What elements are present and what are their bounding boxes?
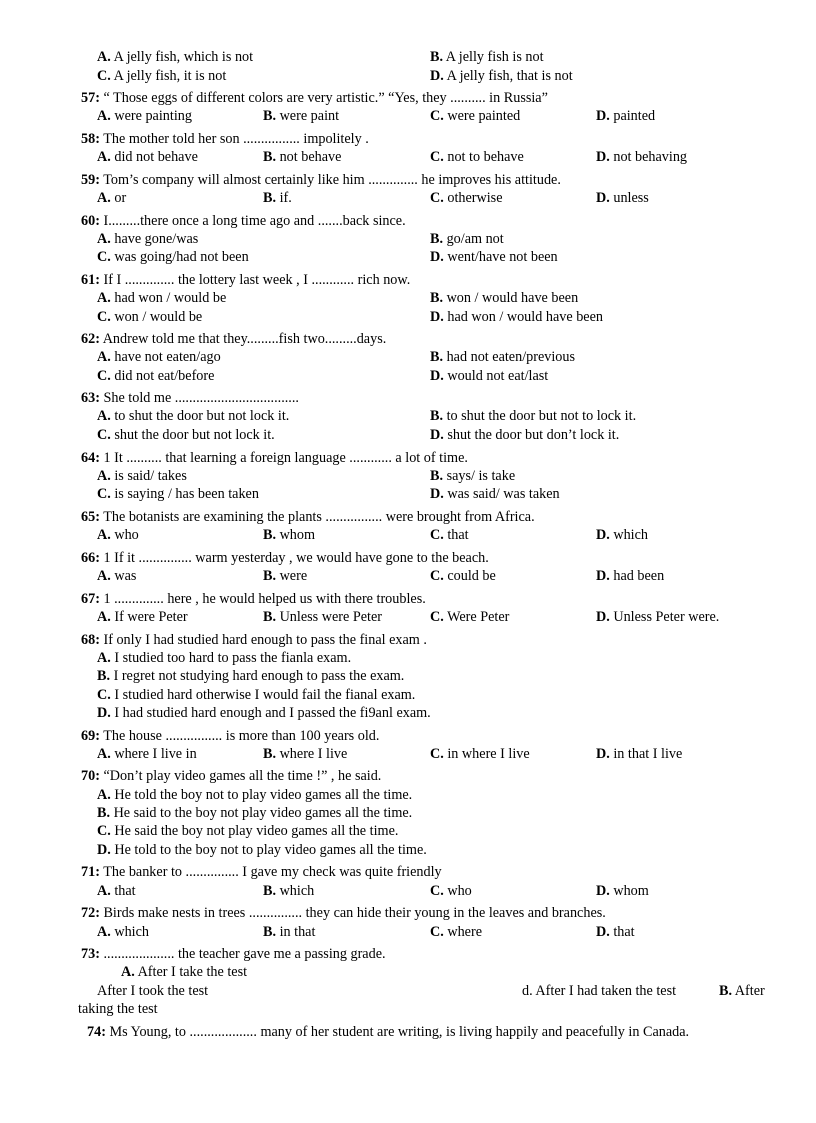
option-letter: D. [596, 108, 610, 124]
answer-option [596, 148, 687, 166]
option-letter: A. [97, 609, 111, 625]
question-number: 71: [81, 864, 100, 880]
option-letter: D. [97, 842, 111, 858]
option-letter: D. [596, 568, 610, 584]
answer-option [97, 526, 139, 544]
question-number: 69: [81, 728, 100, 744]
option-letter: B. [430, 468, 444, 484]
answer-option [97, 649, 351, 667]
answer-option [97, 48, 253, 66]
option-text: have gone/was [114, 231, 199, 247]
question-number: 57: [81, 90, 100, 106]
option-letter: C. [97, 309, 111, 325]
option-text: which [114, 924, 150, 940]
option-text: won / would have been [446, 290, 579, 306]
option-text: was said/ was taken [447, 486, 560, 502]
answer-option [263, 745, 347, 763]
option-text: says/ is take [446, 468, 516, 484]
question-number: 70: [81, 768, 100, 784]
text-line: d. After I had taken the test [522, 983, 677, 999]
option-text: is saying / has been taken [114, 486, 259, 502]
question-stem [81, 330, 386, 348]
option-letter: D. [430, 68, 444, 84]
option-text: to shut the door but not lock it. [114, 408, 290, 424]
question-text: 1 It .......... that learning a foreign language ............ a lot of time. [103, 450, 468, 466]
option-text: did not behave [114, 149, 198, 165]
answer-option [430, 107, 520, 125]
answer-option [430, 348, 575, 366]
question-text: I.........there once a long time ago and .......back since. [103, 213, 406, 229]
option-letter: C. [97, 249, 111, 265]
question-stem [81, 590, 426, 608]
option-text: not behave [279, 149, 342, 165]
option-letter: A. [97, 231, 111, 247]
question-number: 59: [81, 172, 100, 188]
answer-option [263, 526, 315, 544]
option-text: I had studied hard enough and I passed the fi9anl exam. [114, 705, 431, 721]
option-letter: A. [97, 924, 111, 940]
option-letter: A. [97, 190, 111, 206]
question-stem [81, 271, 410, 289]
option-text: If were Peter [114, 609, 188, 625]
question-text: .................... the teacher gave me a passing grade. [103, 946, 386, 962]
option-letter: C. [430, 746, 444, 762]
answer-option [596, 189, 649, 207]
option-text: painted [613, 108, 656, 124]
option-letter: C. [430, 190, 444, 206]
answer-option [97, 348, 221, 366]
text-line: After I took the test [97, 983, 209, 999]
question-stem [81, 863, 442, 881]
answer-option [97, 667, 404, 685]
answer-option [97, 608, 188, 626]
answer-option [430, 467, 515, 485]
option-letter: B. [430, 49, 444, 65]
option-text: whom [279, 527, 316, 543]
option-letter: A. [97, 468, 111, 484]
question-text: “ Those eggs of different colors are very artistic.” “Yes, they .......... in Russia” [103, 90, 548, 106]
answer-option [97, 882, 136, 900]
option-text: or [114, 190, 127, 206]
option-text: was going/had not been [114, 249, 249, 265]
option-text: shut the door but not lock it. [114, 427, 275, 443]
option-text: A jelly fish, that is not [446, 68, 573, 84]
option-letter: A. [97, 746, 111, 762]
option-letter: B. [263, 568, 277, 584]
option-letter: A. [97, 349, 111, 365]
question-text: “Don’t play video games all the time !” , he said. [103, 768, 382, 784]
option-text: unless [613, 190, 649, 206]
answer-option [430, 67, 573, 85]
question-stem [81, 945, 386, 963]
option-text: Unless Peter were. [613, 609, 720, 625]
answer-option [97, 367, 214, 385]
option-letter: C. [97, 823, 111, 839]
question-number: 63: [81, 390, 100, 406]
option-letter: D. [596, 883, 610, 899]
answer-option [97, 426, 275, 444]
answer-option [97, 289, 226, 307]
option-letter: B. [263, 883, 277, 899]
answer-option [596, 882, 649, 900]
option-letter: D. [596, 527, 610, 543]
question-stem [81, 449, 468, 467]
option-letter: C. [430, 527, 444, 543]
answer-option [97, 467, 187, 485]
option-text: which [613, 527, 649, 543]
option-letter: A. [97, 883, 111, 899]
option-letter: B. [430, 349, 444, 365]
answer-option [97, 107, 192, 125]
option-text: I studied too hard to pass the fianla exam. [114, 650, 352, 666]
option-letter: D. [430, 368, 444, 384]
option-letter: A. [121, 964, 135, 980]
question-stem [81, 904, 606, 922]
question-number: 72: [81, 905, 100, 921]
question-number: 67: [81, 591, 100, 607]
option-letter: C. [97, 427, 111, 443]
question-number: 73: [81, 946, 100, 962]
option-text: that [114, 883, 136, 899]
option-text: had won / would be [114, 290, 227, 306]
option-letter: D. [97, 705, 111, 721]
option-letter: A. [97, 49, 111, 65]
option-text: in where I live [447, 746, 530, 762]
option-text: had been [613, 568, 665, 584]
question-number: 66: [81, 550, 100, 566]
question-number: 62: [81, 331, 100, 347]
question-text: The house ................ is more than 100 years old. [103, 728, 380, 744]
option-text: have not eaten/ago [114, 349, 221, 365]
question-stem [81, 212, 406, 230]
question-text: Birds make nests in trees ............... they can hide their young in the leaves and branches. [103, 905, 606, 921]
option-text: that [613, 924, 635, 940]
option-letter: A. [97, 149, 111, 165]
option-letter: C. [430, 924, 444, 940]
answer-option [263, 107, 339, 125]
answer-option [596, 567, 664, 585]
question-number: 74: [87, 1024, 106, 1040]
answer-option [430, 426, 619, 444]
option-text: did not eat/before [114, 368, 215, 384]
answer-option [97, 407, 289, 425]
option-letter: C. [430, 609, 444, 625]
option-letter: D. [430, 249, 444, 265]
question-text: If I .............. the lottery last week , I ............ rich now. [103, 272, 411, 288]
answer-option [430, 608, 509, 626]
option-text: A jelly fish, which is not [113, 49, 254, 65]
option-letter: C. [97, 368, 111, 384]
option-letter: C. [430, 568, 444, 584]
option-letter: C. [97, 68, 111, 84]
answer-option [121, 963, 247, 981]
option-letter: B. [263, 527, 277, 543]
question-text: The botanists are examining the plants ................ were brought from Africa. [103, 509, 535, 525]
option-letter: B. [263, 609, 277, 625]
answer-option [430, 407, 636, 425]
option-text: He said the boy not play video games all the time. [114, 823, 399, 839]
answer-option [97, 841, 427, 859]
answer-option [97, 786, 412, 804]
answer-option [596, 107, 655, 125]
question-number: 61: [81, 272, 100, 288]
option-letter: A. [97, 787, 111, 803]
option-letter: A. [97, 650, 111, 666]
option-letter: D. [596, 609, 610, 625]
question-text: 1 .............. here , he would helped us with there troubles. [103, 591, 426, 607]
option-text: were painting [114, 108, 192, 124]
option-text: to shut the door but not to lock it. [446, 408, 637, 424]
option-letter: D. [596, 190, 610, 206]
option-text: Unless were Peter [279, 609, 382, 625]
option-text: were painted [447, 108, 521, 124]
option-text: whom [613, 883, 649, 899]
answer-option [596, 526, 648, 544]
option-text: who [114, 527, 139, 543]
option-letter: A. [97, 108, 111, 124]
option-text: After I take the test [137, 964, 248, 980]
option-text: After [734, 983, 765, 999]
question-number: 58: [81, 131, 100, 147]
answer-option [430, 308, 603, 326]
option-letter: D. [596, 149, 610, 165]
option-text: won / would be [114, 309, 203, 325]
option-text: I studied hard otherwise I would fail the fianal exam. [114, 687, 416, 703]
option-letter: D. [596, 746, 610, 762]
question-stem [81, 508, 535, 526]
option-letter: A. [97, 568, 111, 584]
option-letter: C. [430, 108, 444, 124]
option-text: He told to the boy not to play video games all the time. [114, 842, 427, 858]
answer-option [97, 248, 249, 266]
option-letter: B. [263, 924, 277, 940]
option-letter: C. [97, 687, 111, 703]
question-stem [81, 767, 381, 785]
answer-option [596, 923, 635, 941]
option-text: He said to the boy not play video games all the time. [113, 805, 413, 821]
option-letter: B. [263, 190, 277, 206]
answer-option [97, 923, 149, 941]
answer-option [97, 189, 126, 207]
option-letter: A. [97, 408, 111, 424]
answer-option [97, 67, 226, 85]
question-text: She told me ................................... [103, 390, 299, 406]
option-text: went/have not been [447, 249, 558, 265]
question-text: Tom’s company will almost certainly like him .............. he improves his attitude. [103, 172, 561, 188]
question-number: 60: [81, 213, 100, 229]
option-text: I regret not studying hard enough to pass the exam. [113, 668, 405, 684]
option-letter: D. [430, 427, 444, 443]
question-stem [81, 727, 379, 745]
question-number: 64: [81, 450, 100, 466]
answer-option [97, 745, 197, 763]
option-letter: B. [430, 231, 444, 247]
option-letter: A. [97, 527, 111, 543]
question-text: Andrew told me that they.........fish two.........days. [102, 331, 387, 347]
option-letter: B. [97, 805, 111, 821]
answer-option [596, 745, 682, 763]
answer-option [97, 308, 202, 326]
option-text: in that I live [613, 746, 683, 762]
option-letter: B. [263, 149, 277, 165]
question-text: The mother told her son ................ impolitely . [103, 131, 369, 147]
answer-option [430, 745, 530, 763]
answer-option [263, 882, 314, 900]
answer-option [430, 289, 578, 307]
question-number: 65: [81, 509, 100, 525]
option-text: had not eaten/previous [446, 349, 575, 365]
option-text: who [447, 883, 472, 899]
answer-option [430, 248, 558, 266]
option-letter: B. [263, 108, 277, 124]
option-text: not to behave [447, 149, 524, 165]
option-letter: B. [97, 668, 111, 684]
option-text: if. [279, 190, 292, 206]
answer-option [97, 704, 431, 722]
answer-option [97, 230, 198, 248]
option-letter: D. [430, 309, 444, 325]
answer-option [719, 982, 765, 1000]
answer-option [97, 148, 198, 166]
option-text: which [279, 883, 315, 899]
option-text: otherwise [447, 190, 503, 206]
question-number: 68: [81, 632, 100, 648]
answer-option [263, 189, 292, 207]
option-text: had won / would have been [447, 309, 603, 325]
answer-option [430, 882, 472, 900]
question-text: If only I had studied hard enough to pass the final exam . [103, 632, 427, 648]
option-text: not behaving [613, 149, 688, 165]
answer-option [430, 526, 469, 544]
question-text: The banker to ............... I gave my check was quite friendly [103, 864, 442, 880]
option-text: A jelly fish is not [445, 49, 544, 65]
option-letter: B. [719, 983, 733, 999]
answer-option [263, 923, 315, 941]
option-letter: B. [263, 746, 277, 762]
question-stem [81, 171, 561, 189]
option-letter: C. [430, 149, 444, 165]
answer-option [263, 608, 382, 626]
answer-option [97, 804, 412, 822]
answer-option [97, 485, 259, 503]
option-letter: D. [430, 486, 444, 502]
option-text: A jelly fish, it is not [113, 68, 227, 84]
option-letter: A. [97, 290, 111, 306]
option-text: were paint [279, 108, 340, 124]
option-letter: B. [430, 408, 444, 424]
option-text: were [279, 568, 308, 584]
option-text: is said/ takes [114, 468, 187, 484]
option-text: where I live in [114, 746, 197, 762]
answer-option [596, 608, 719, 626]
answer-option [97, 567, 136, 585]
answer-option [97, 822, 398, 840]
question-text: 1 If it ............... warm yesterday , we would have gone to the beach. [103, 550, 489, 566]
text-line: taking the test [78, 1001, 158, 1017]
answer-option [430, 148, 524, 166]
option-text: where [447, 924, 483, 940]
answer-option [430, 230, 504, 248]
question-stem [81, 549, 489, 567]
answer-option [97, 686, 415, 704]
answer-option [430, 567, 496, 585]
question-stem [81, 130, 369, 148]
question-stem [81, 389, 299, 407]
option-text: in that [279, 924, 316, 940]
option-text: go/am not [446, 231, 504, 247]
option-text: where I live [279, 746, 348, 762]
answer-option [430, 485, 560, 503]
option-letter: C. [97, 486, 111, 502]
option-letter: B. [430, 290, 444, 306]
answer-option [263, 567, 307, 585]
option-text: Were Peter [447, 609, 510, 625]
option-text: could be [447, 568, 496, 584]
option-letter: D. [596, 924, 610, 940]
question-stem-wrapped [78, 1023, 778, 1041]
answer-option [263, 148, 341, 166]
option-letter: C. [430, 883, 444, 899]
option-text: would not eat/last [447, 368, 549, 384]
answer-option [430, 923, 482, 941]
option-text: that [447, 527, 469, 543]
answer-option [430, 367, 548, 385]
answer-option [430, 189, 503, 207]
question-text: Ms Young, to ................... many of her student are writing, is living happily and peacefully in Canada. [109, 1024, 690, 1040]
answer-option [430, 48, 544, 66]
question-stem [81, 631, 427, 649]
option-text: shut the door but don’t lock it. [447, 427, 620, 443]
option-text: was [114, 568, 137, 584]
option-text: He told the boy not to play video games all the time. [114, 787, 413, 803]
question-stem [81, 89, 548, 107]
